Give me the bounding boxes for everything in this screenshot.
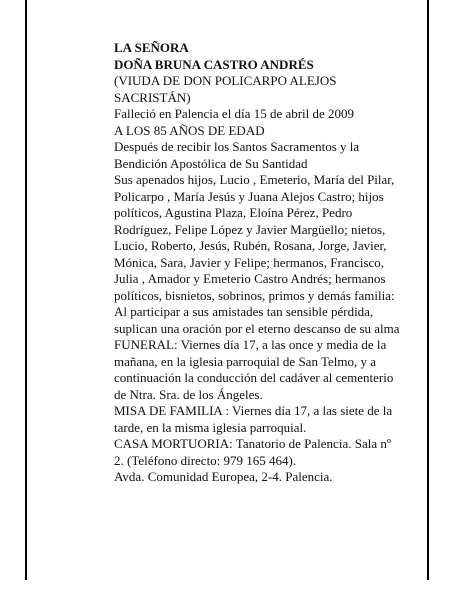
funeral-home-text: CASA MORTUORIA: Tanatorio de Palencia. Sala nº 2. (Teléfono directo: 979 165 464). <box>114 436 391 468</box>
death-info-text: Falleció en Palencia el día 15 de abril de 2009 <box>114 106 355 121</box>
left-border-line <box>25 0 27 580</box>
age-text: A LOS 85 AÑOS DE EDAD <box>114 122 265 138</box>
widow-of-text: (VIUDA DE DON POLICARPO ALEJOS SACRISTÁN) <box>114 73 337 105</box>
notice-heading-title: LA SEÑORA <box>114 40 189 55</box>
prayer-request-text: Al participar a sus amistades tan sensible pérdida, suplican una oración por el eterno descanso de su alma <box>114 304 400 336</box>
deceased-name: DOÑA BRUNA CASTRO ANDRÉS <box>114 56 314 72</box>
obituary-notice <box>114 40 414 486</box>
right-border-line <box>427 0 429 580</box>
address-text: Avda. Comunidad Europea, 2-4. Palencia. <box>114 469 333 484</box>
sacraments-text: Después de recibir los Santos Sacramentos y la Bendición Apostólica de Su Santidad <box>114 139 360 171</box>
family-mass-text: MISA DE FAMILIA : Viernes día 17, a las siete de la tarde, en la misma iglesia parroquial. <box>114 403 393 435</box>
family-list-text: Sus apenados hijos, Lucio , Emeterio, María del Pilar, Policarpo , María Jesús y Juana Alejos Castro; hijos políticos, Agustina Plaza, Eloína Pérez, Pedro Rodríguez, Felipe López y Javier Margüello; nietos, Lucio, Roberto, Jesús, Rubén, Rosana, Jorge, Javier, Mónica, Sara, Javier y Felipe; hermanos, Francisco, Julia , Amador y Emeterio Castro Andrés; hermanos políticos, bisnietos, sobrinos, primos y demás familia: <box>114 172 395 303</box>
funeral-info-text: FUNERAL: Viernes día 17, a las once y media de la mañana, en la iglesia parroquial de San Telmo, y a continuación la conducción del cadáver al cementerio de Ntra. Sra. de los Ángeles. <box>114 337 394 402</box>
